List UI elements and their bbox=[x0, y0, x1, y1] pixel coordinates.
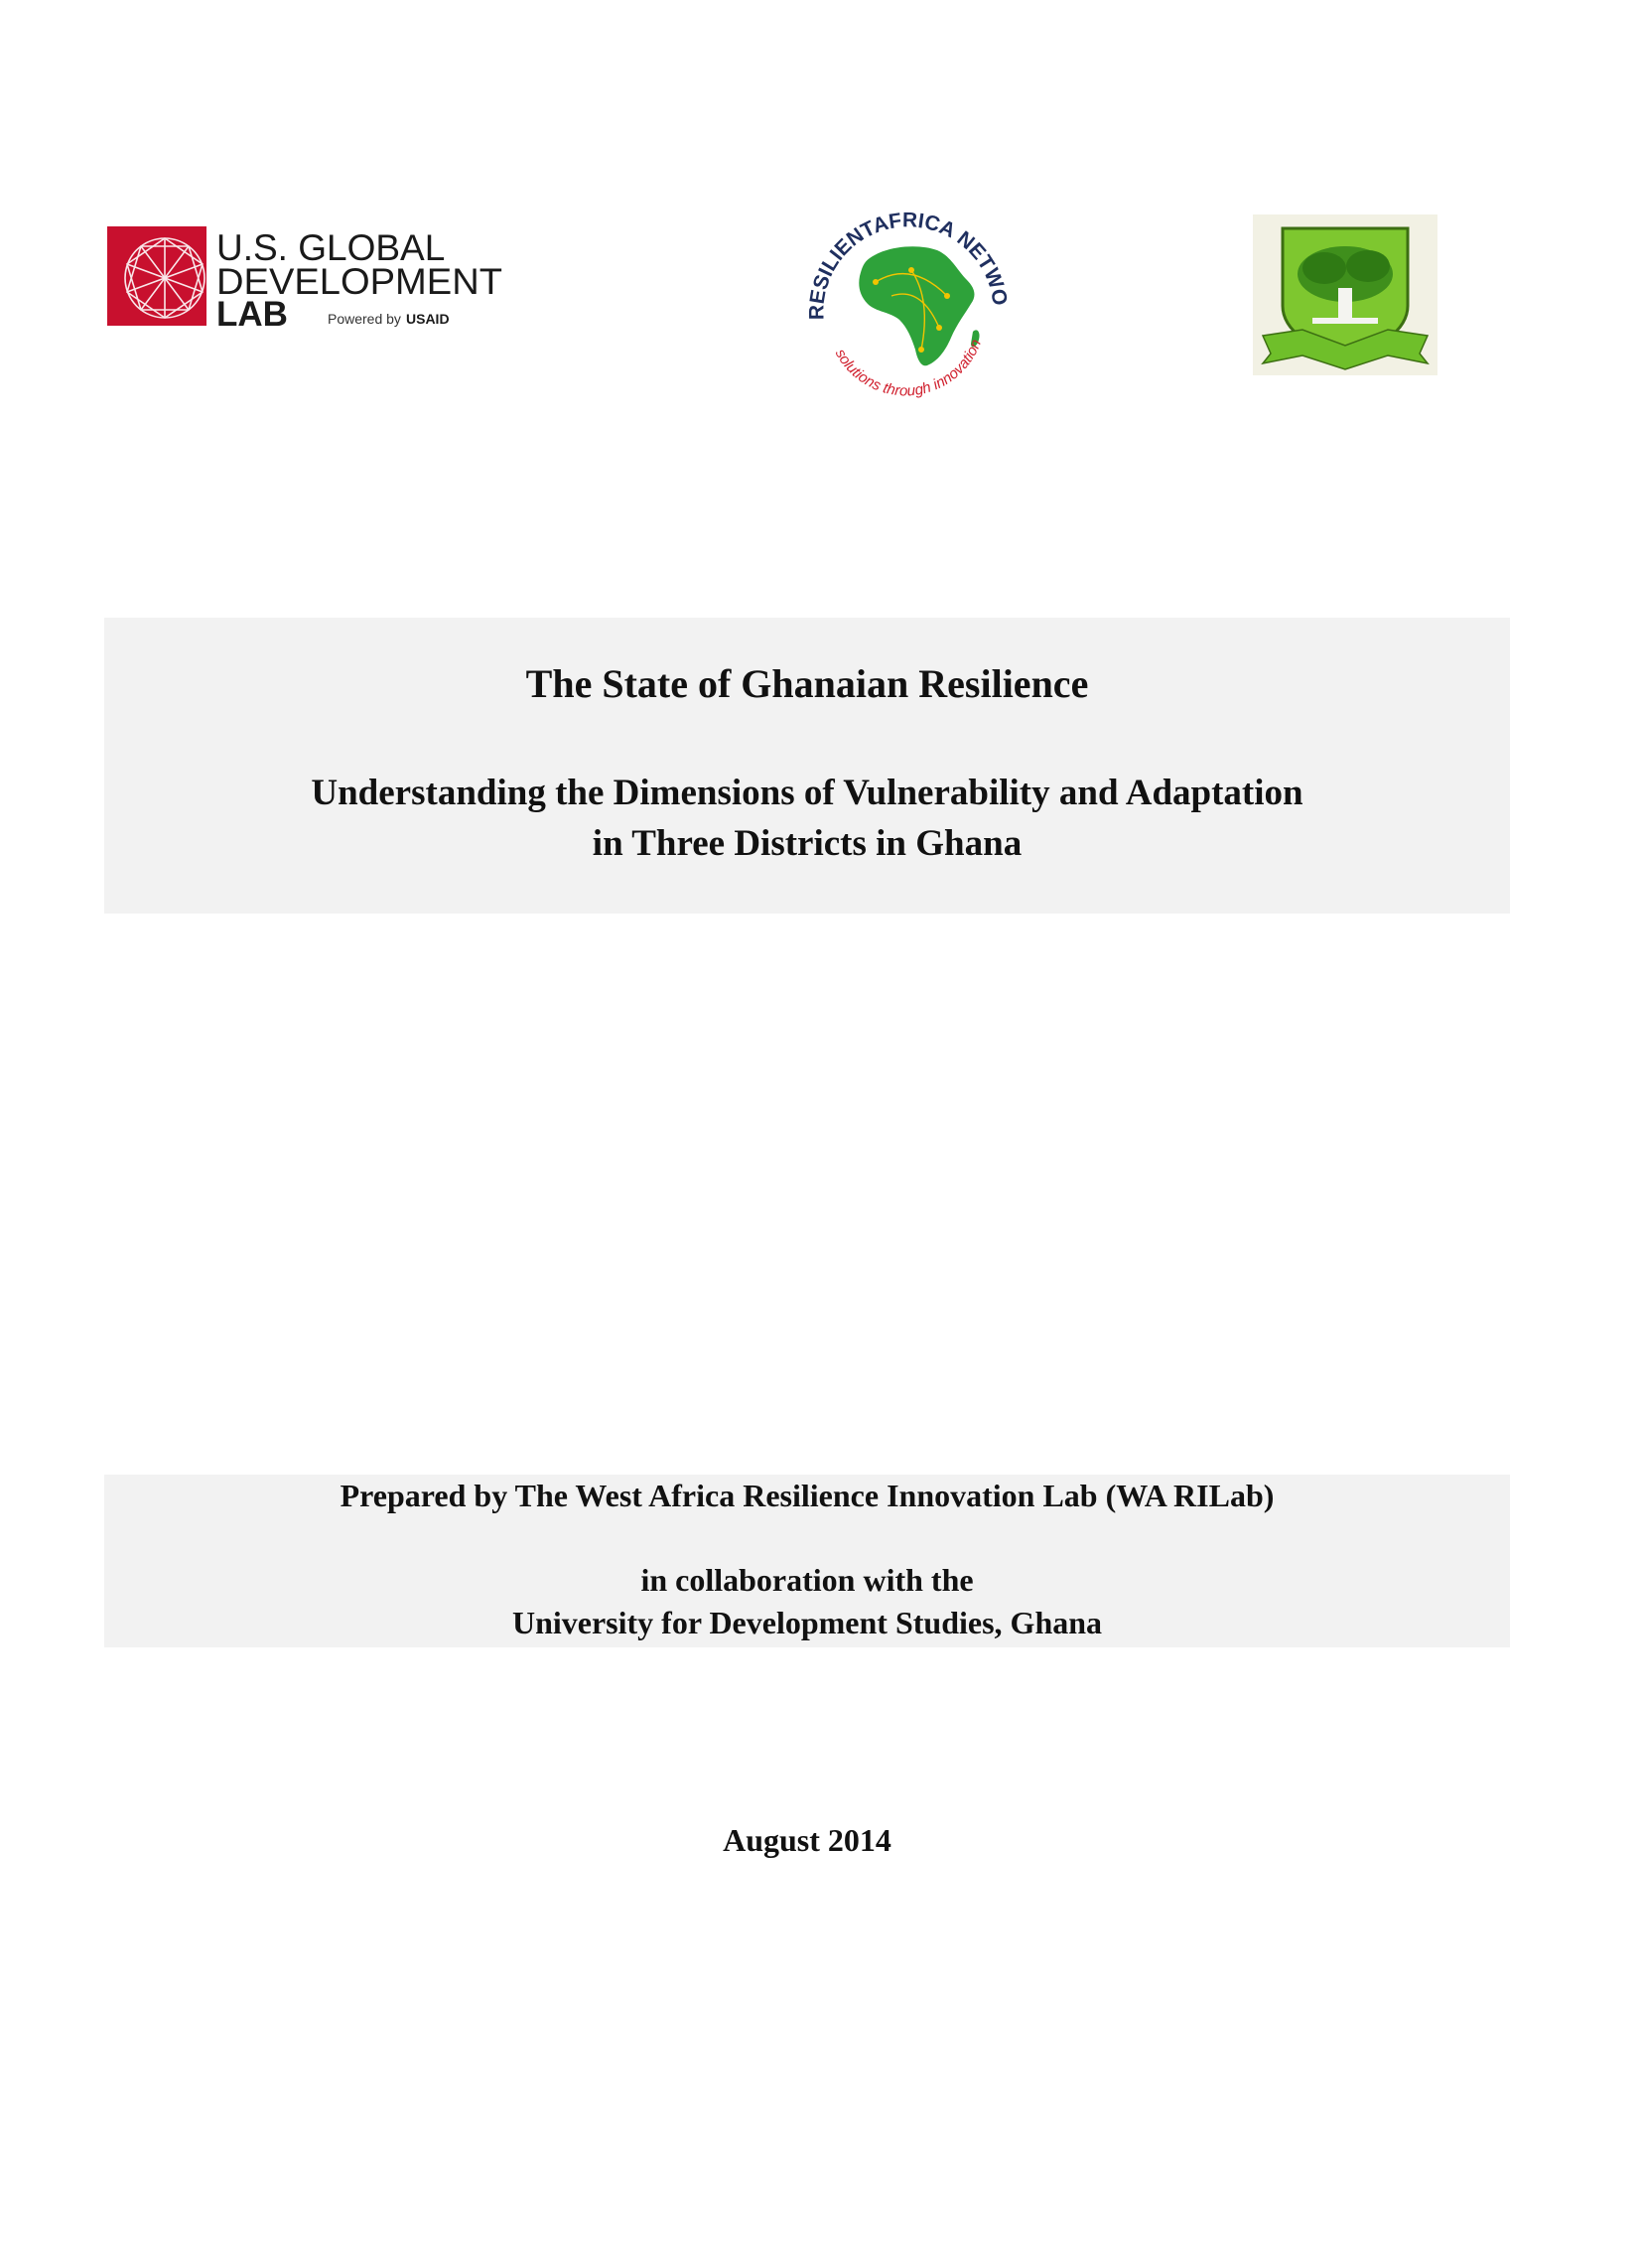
tree-shield-crest-icon bbox=[1263, 228, 1428, 369]
subtitle-line-2: in Three Districts in Ghana bbox=[592, 823, 1023, 864]
logo-line-lab: LAB bbox=[216, 295, 288, 332]
publication-date: August 2014 bbox=[723, 1822, 891, 1858]
logo-line-development: DEVELOPMENT bbox=[216, 261, 502, 302]
document-subtitle bbox=[104, 768, 1510, 869]
university-line: University for Development Studies, Ghana bbox=[511, 1605, 1103, 1640]
uds-crest-logo bbox=[1253, 214, 1437, 375]
us-global-development-lab-logo bbox=[107, 226, 504, 332]
title-band bbox=[104, 618, 1510, 914]
prepared-by-band bbox=[104, 1475, 1510, 1647]
logo-arc-network-name-path: RESILIENTAFRICA NETWO bbox=[805, 209, 1012, 321]
africa-map-icon bbox=[859, 246, 979, 365]
prepared-by-line: Prepared by The West Africa Resilience Innovation Lab (WA RILab) bbox=[340, 1478, 1275, 1513]
geodesic-star-icon bbox=[107, 226, 206, 326]
collaboration-line: in collaboration with the bbox=[640, 1562, 974, 1598]
logo-usaid: USAID bbox=[406, 311, 450, 327]
document-title: The State of Ghanaian Resilience bbox=[525, 661, 1089, 706]
logo-line-us-global: U.S. GLOBAL bbox=[216, 227, 446, 268]
logo-arc-tagline-path: solutions through innovation bbox=[831, 337, 985, 400]
logo-powered-by: Powered by bbox=[328, 311, 401, 327]
resilientafrica-network-logo bbox=[772, 201, 1032, 401]
subtitle-line-1: Understanding the Dimensions of Vulnerability and Adaptation bbox=[311, 773, 1303, 813]
logo-arc-tagline bbox=[832, 337, 985, 399]
